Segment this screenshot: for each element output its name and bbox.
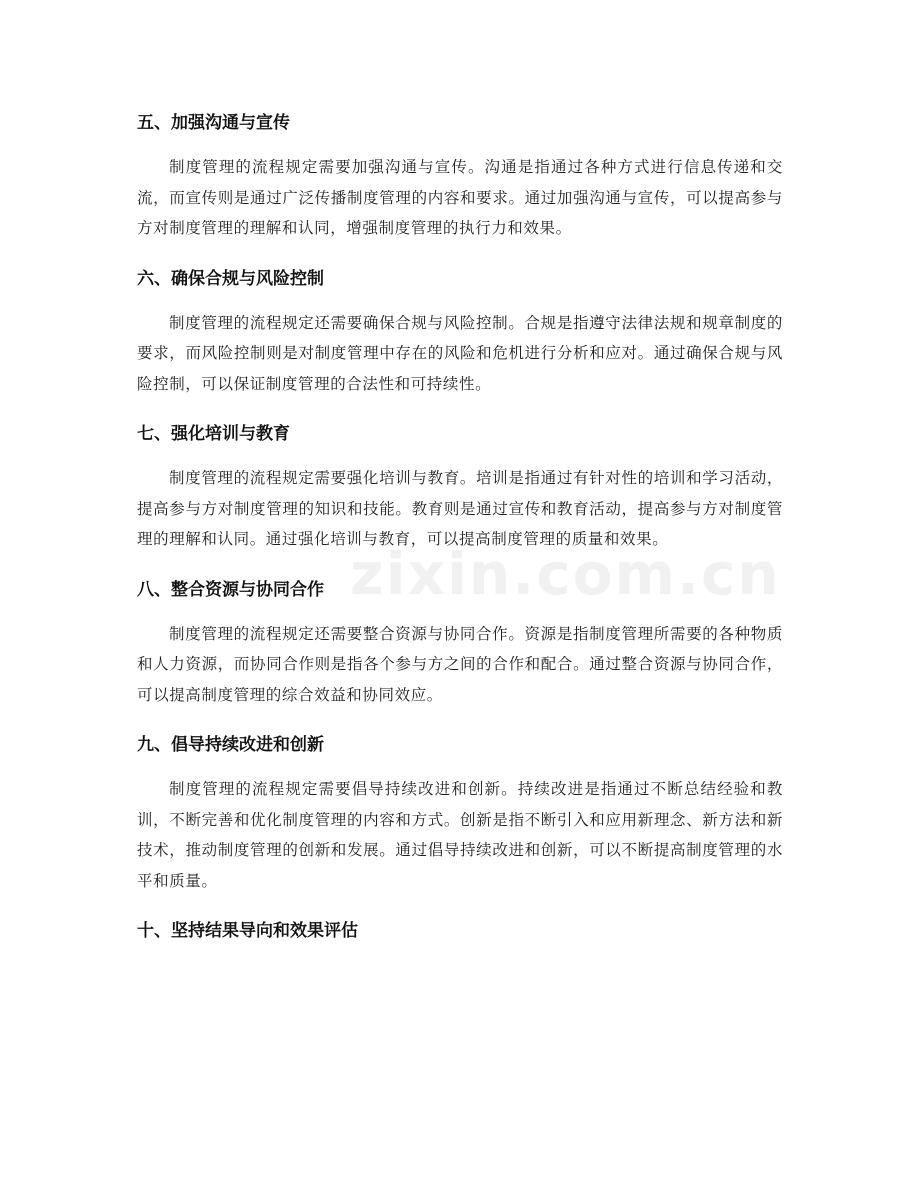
section-paragraph: 制度管理的流程规定需要强化培训与教育。培训是指通过有针对性的培训和学习活动，提高参与方对制度管理的知识和技能。教育则是通过宣传和教育活动，提高参与方对制度管理的理解和认同。通过强化培训与教育，可以提高制度管理的质量和效果。 — [137, 469, 783, 548]
section-heading: 九、倡导持续改进和创新 — [137, 735, 324, 755]
watermark: zixin.com.cn — [350, 540, 781, 608]
section-heading: 八、整合资源与协同合作 — [137, 579, 324, 600]
section-heading: 五、加强沟通与宣传 — [137, 113, 290, 133]
section-heading: 七、强化培训与教育 — [137, 424, 290, 444]
section-heading: 十、坚持结果导向和效果评估 — [137, 921, 358, 941]
section-paragraph: 制度管理的流程规定需要加强沟通与宣传。沟通是指通过各种方式进行信息传递和交流，而宣传则是通过广泛传播制度管理的内容和要求。通过加强沟通与宣传，可以提高参与方对制度管理的理解和认同，增强制度管理的执行力和效果。 — [137, 158, 783, 237]
section-heading: 六、确保合规与风险控制 — [137, 268, 324, 289]
document-content — [137, 106, 783, 960]
section-paragraph: 制度管理的流程规定还需要整合资源与协同合作。资源是指制度管理所需要的各种物质和人力资源，而协同合作则是指各个参与方之间的合作和配合。通过整合资源与协同合作，可以提高制度管理的综合效益和协同效应。 — [137, 624, 783, 704]
section-paragraph: 制度管理的流程规定还需要确保合规与风险控制。合规是指遵守法律法规和规章制度的要求，而风险控制则是对制度管理中存在的风险和危机进行分析和应对。通过确保合规与风险控制，可以保证制度管理的合法性和可持续性。 — [137, 313, 783, 393]
section-paragraph: 制度管理的流程规定需要倡导持续改进和创新。持续改进是指通过不断总结经验和教训，不断完善和优化制度管理的内容和方式。创新是指不断引入和应用新理念、新方法和新技术，推动制度管理的创新和发展。通过倡导持续改进和创新，可以不断提高制度管理的水平和质量。 — [137, 780, 783, 890]
